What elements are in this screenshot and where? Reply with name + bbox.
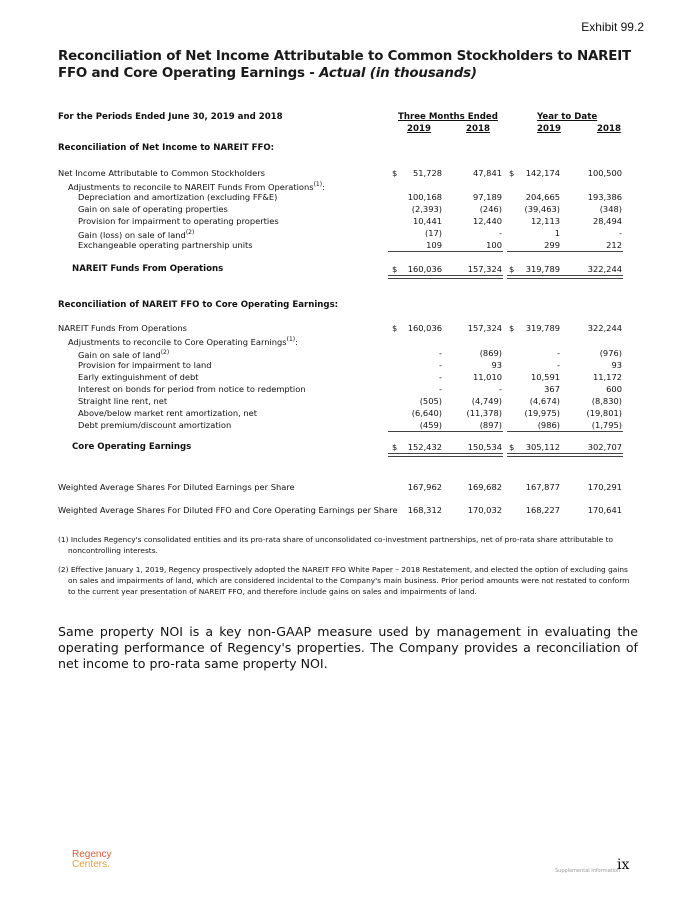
value-cell: - — [619, 228, 622, 238]
logo-line: Regency — [72, 849, 112, 860]
footnote-ref: (2) — [185, 229, 195, 236]
value-cell: (246) — [479, 204, 502, 214]
table-row — [58, 383, 628, 395]
value-cell: 600 — [606, 384, 622, 394]
table-row — [58, 203, 628, 215]
table-row — [58, 167, 628, 179]
year-header: 2019 — [407, 124, 431, 134]
table-row — [58, 504, 628, 516]
table-row — [58, 191, 628, 203]
value-cell: (348) — [599, 204, 622, 214]
value-cell: (6,640) — [411, 408, 442, 418]
currency-symbol: $ — [509, 168, 515, 178]
value-cell: 170,641 — [587, 505, 622, 515]
subtotal-rule — [507, 251, 623, 252]
value-cell: 167,877 — [525, 482, 560, 492]
footnote-ref: (1) — [313, 181, 323, 188]
value-cell: (11,378) — [466, 408, 502, 418]
value-cell: (39,463) — [524, 204, 560, 214]
row-label: Reconciliation of Net Income to NAREIT FFO: — [58, 143, 275, 153]
value-cell: 168,227 — [525, 505, 560, 515]
value-cell: (4,674) — [529, 396, 560, 406]
currency-symbol: $ — [392, 323, 398, 333]
value-cell: 142,174 — [525, 168, 560, 178]
row-label: Net Income Attributable to Common Stockholders — [58, 168, 265, 178]
row-label: Provision for impairment to operating properties — [78, 216, 279, 226]
total-double-rule — [388, 453, 503, 457]
value-cell: (869) — [479, 348, 502, 358]
value-cell: (17) — [424, 228, 442, 238]
value-cell: (8,830) — [591, 396, 622, 406]
value-cell: 212 — [606, 240, 622, 250]
value-cell: 1 — [554, 228, 560, 238]
value-cell: 299 — [544, 240, 560, 250]
value-cell: 28,494 — [592, 216, 622, 226]
table-row — [58, 395, 628, 407]
table-row — [58, 334, 628, 346]
value-cell: 12,440 — [472, 216, 502, 226]
row-label: NAREIT Funds From Operations — [72, 264, 224, 274]
value-cell: 152,432 — [407, 442, 442, 452]
footer-label: Supplemental Information — [555, 868, 621, 874]
row-label: Straight line rent, net — [78, 396, 168, 406]
row-label: NAREIT Funds From Operations — [58, 323, 187, 333]
currency-symbol: $ — [509, 323, 515, 333]
value-cell: - — [439, 384, 442, 394]
value-cell: 100,500 — [587, 168, 622, 178]
table-row — [58, 419, 628, 431]
total-row — [58, 441, 628, 453]
row-label: Exchangeable operating partnership units — [78, 240, 253, 250]
value-cell: 168,312 — [407, 505, 442, 515]
value-cell: (4,749) — [471, 396, 502, 406]
footnote-ref: (1) — [286, 336, 296, 343]
value-cell: 97,189 — [472, 192, 502, 202]
row-label: Depreciation and amortization (excluding FF&E) — [78, 192, 278, 202]
section-heading — [58, 299, 628, 311]
value-cell: 100 — [486, 240, 502, 250]
value-cell: 302,707 — [587, 442, 622, 452]
row-label: Adjustments to reconcile to NAREIT Funds From Operations$^{(1)}$: — [68, 181, 325, 192]
footnote: (2) Effective January 1, 2019, Regency prospectively adopted the NAREIT FFO White Paper – 2018 Restatement, and elected the option of excluding gains on sales and impairments of land, which are considered incidental to the Company's main business. Prior period amounts were not restated to conform to the current year presentation of NAREIT FFO, and therefore include gains on sales and impairments of land. — [58, 565, 630, 596]
table-row — [58, 481, 628, 493]
value-cell: - — [499, 384, 502, 394]
value-cell: 157,324 — [467, 264, 502, 274]
value-cell: 51,728 — [412, 168, 442, 178]
table-row — [58, 322, 628, 334]
value-cell: 319,789 — [525, 264, 560, 274]
value-cell: 109 — [426, 240, 442, 250]
value-cell: 322,244 — [587, 323, 622, 333]
table-row — [58, 215, 628, 227]
value-cell: 150,534 — [467, 442, 502, 452]
value-cell: 170,291 — [587, 482, 622, 492]
value-cell: 100,168 — [407, 192, 442, 202]
three-months-header: Three Months Ended — [398, 112, 498, 122]
logo-line: Centers. — [72, 859, 110, 870]
value-cell: (1,795) — [591, 420, 622, 430]
footnote: (1) Includes Regency's consolidated entities and its pro-rata share of unconsolidated co-investment partnerships, net of pro-rata share attributable to noncontrolling interests. — [58, 535, 613, 555]
row-label: Early extinguishment of debt — [78, 372, 199, 382]
value-cell: 11,172 — [592, 372, 622, 382]
value-cell: (897) — [479, 420, 502, 430]
row-label: Debt premium/discount amortization — [78, 420, 232, 430]
value-cell: - — [557, 360, 560, 370]
table-row — [58, 371, 628, 383]
ytd-header: Year to Date — [537, 112, 598, 122]
table-row — [58, 239, 628, 251]
currency-symbol: $ — [509, 264, 515, 274]
row-label: Provision for impairment to land — [78, 360, 212, 370]
row-label: Reconciliation of NAREIT FFO to Core Operating Earnings: — [58, 300, 339, 310]
regency-centers-logo — [72, 850, 111, 870]
value-cell: 93 — [491, 360, 502, 370]
row-label: Adjustments to reconcile to Core Operating Earnings$^{(1)}$: — [68, 336, 298, 347]
row-label: Gain on sale of operating properties — [78, 204, 228, 214]
row-label: Gain on sale of land$^{(2)}$ — [78, 349, 170, 360]
subtotal-rule — [388, 251, 503, 252]
title-italic: Actual (in thousands) — [319, 66, 477, 81]
value-cell: 367 — [544, 384, 560, 394]
value-cell: 12,113 — [530, 216, 560, 226]
value-cell: 319,789 — [525, 323, 560, 333]
title-text: Reconciliation of Net Income Attributable to Common Stockholders to NAREIT FFO and Core Operating Earnings - — [58, 49, 631, 81]
value-cell: 160,036 — [407, 323, 442, 333]
value-cell: 11,010 — [472, 372, 502, 382]
value-cell: (976) — [599, 348, 622, 358]
currency-symbol: $ — [392, 168, 398, 178]
currency-symbol: $ — [392, 442, 398, 452]
subtotal-rule — [388, 431, 503, 432]
table-row — [58, 347, 628, 359]
value-cell: 193,386 — [587, 192, 622, 202]
total-double-rule — [388, 275, 503, 279]
row-label: Weighted Average Shares For Diluted FFO and Core Operating Earnings per Share — [58, 505, 398, 515]
value-cell: 170,032 — [467, 505, 502, 515]
body-paragraph: Same property NOI is a key non-GAAP measure used by management in evaluating the operating performance of Regency's properties. The Company provides a reconciliation of net income to pro-rata same property NOI. — [58, 624, 638, 671]
value-cell: 93 — [611, 360, 622, 370]
value-cell: 169,682 — [467, 482, 502, 492]
row-label: Weighted Average Shares For Diluted Earnings per Share — [58, 482, 295, 492]
currency-symbol: $ — [392, 264, 398, 274]
row-label: Gain (loss) on sale of land$^{(2)}$ — [78, 229, 195, 240]
footnote-ref: (2) — [160, 349, 170, 356]
value-cell: - — [557, 348, 560, 358]
period-header: For the Periods Ended June 30, 2019 and 2018 — [58, 112, 283, 122]
row-label: Interest on bonds for period from notice to redemption — [78, 384, 306, 394]
total-row — [58, 263, 628, 275]
table-row — [58, 179, 628, 191]
page-number: ix — [617, 857, 630, 873]
currency-symbol: $ — [509, 442, 515, 452]
value-cell: 10,591 — [530, 372, 560, 382]
table-row — [58, 359, 628, 371]
year-header: 2018 — [466, 124, 490, 134]
page-title — [58, 48, 658, 82]
exhibit-label: Exhibit 99.2 — [581, 20, 644, 34]
year-header: 2018 — [597, 124, 621, 134]
value-cell: 47,841 — [472, 168, 502, 178]
subtotal-rule — [507, 431, 623, 432]
value-cell: 305,112 — [525, 442, 560, 452]
value-cell: 167,962 — [407, 482, 442, 492]
value-cell: 160,036 — [407, 264, 442, 274]
year-header: 2019 — [537, 124, 561, 134]
value-cell: 10,441 — [412, 216, 442, 226]
value-cell: (2,393) — [411, 204, 442, 214]
value-cell: - — [439, 372, 442, 382]
value-cell: (505) — [419, 396, 442, 406]
value-cell: (19,975) — [524, 408, 560, 418]
value-cell: (459) — [419, 420, 442, 430]
value-cell: 157,324 — [467, 323, 502, 333]
row-label: Core Operating Earnings — [72, 442, 192, 452]
value-cell: - — [499, 228, 502, 238]
total-double-rule — [507, 275, 623, 279]
value-cell: (19,801) — [586, 408, 622, 418]
table-row — [58, 227, 628, 239]
section-heading — [58, 142, 628, 154]
total-double-rule — [507, 453, 623, 457]
value-cell: 204,665 — [525, 192, 560, 202]
value-cell: (986) — [537, 420, 560, 430]
table-row — [58, 407, 628, 419]
value-cell: - — [439, 360, 442, 370]
value-cell: - — [439, 348, 442, 358]
value-cell: 322,244 — [587, 264, 622, 274]
row-label: Above/below market rent amortization, net — [78, 408, 258, 418]
